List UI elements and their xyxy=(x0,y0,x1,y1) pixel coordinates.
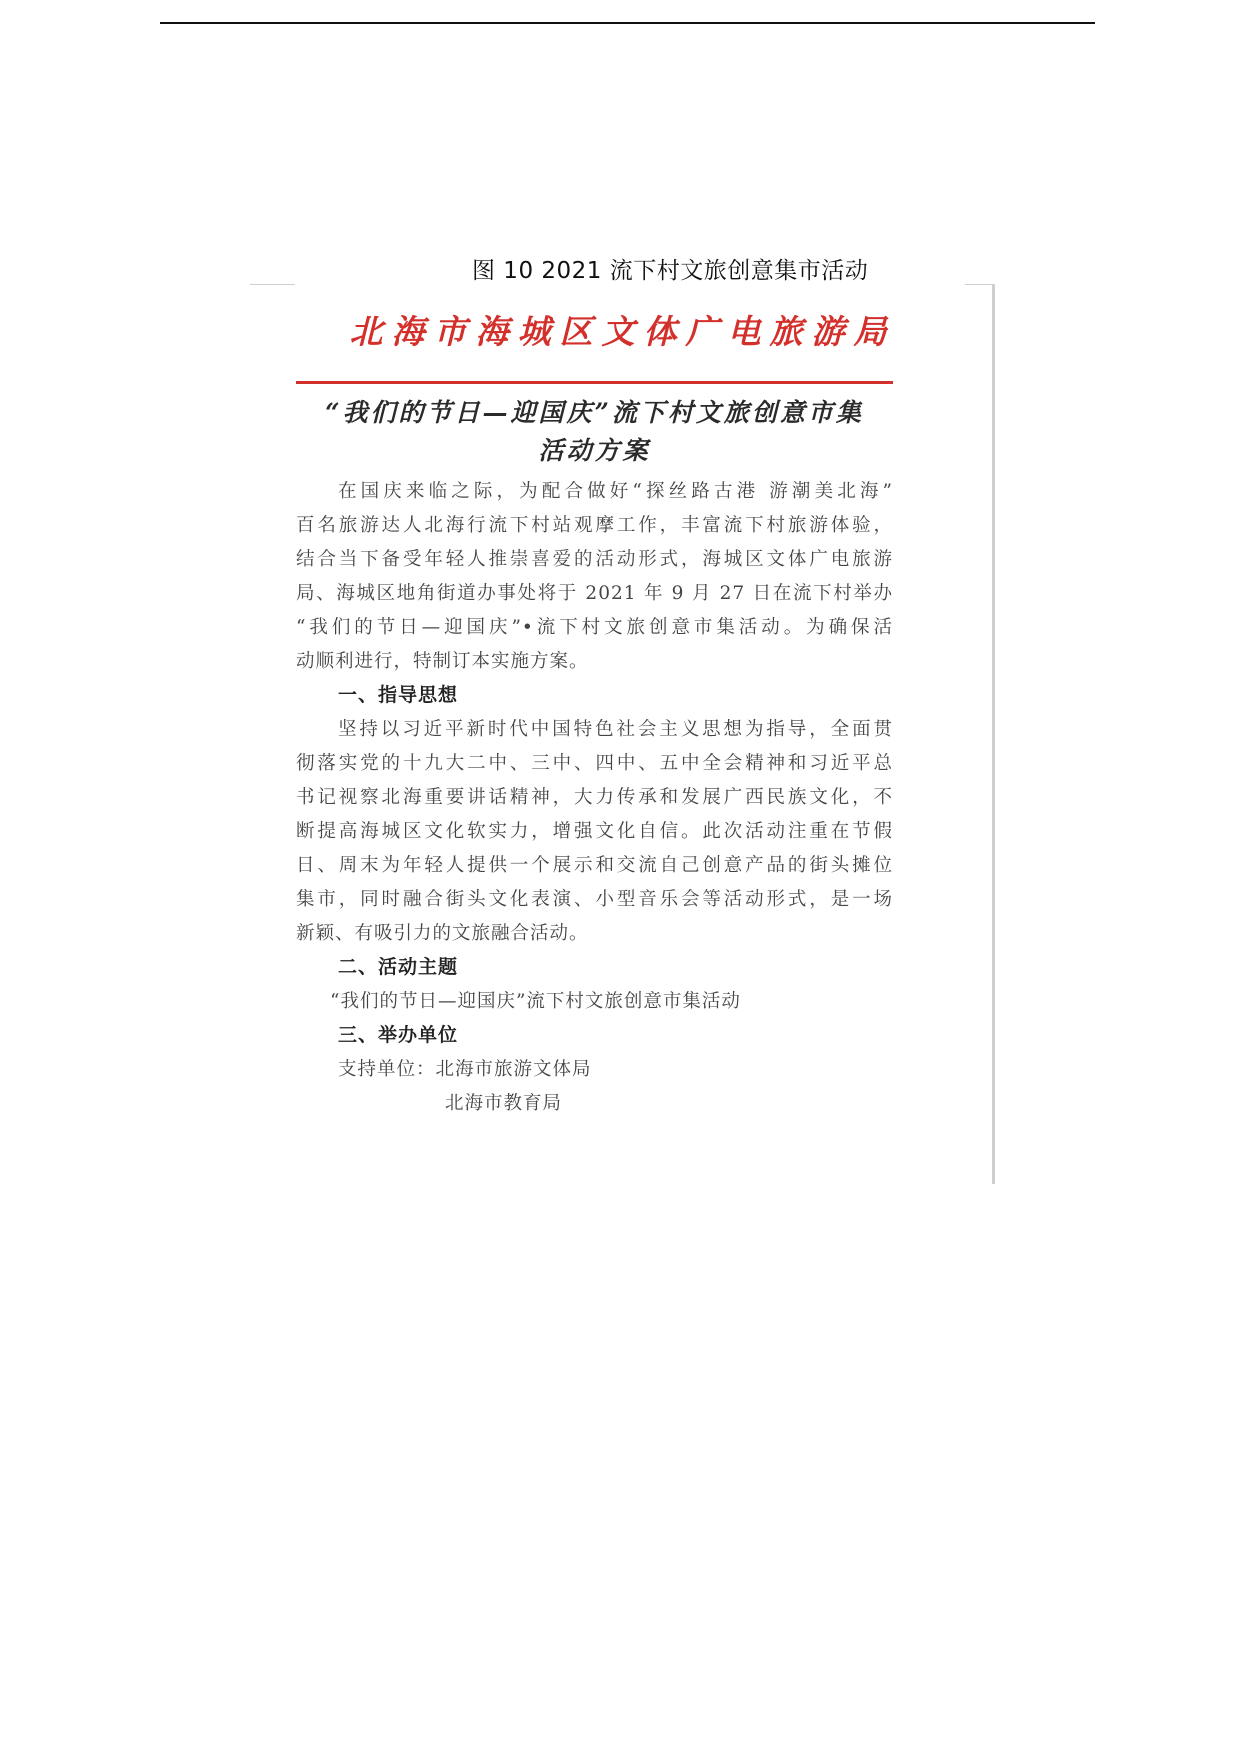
document-title-line-1: “我们的节日—迎国庆”流下村文旅创意市集 xyxy=(325,398,864,427)
document-title xyxy=(296,394,893,470)
support-units-line-2: 北海市教育局 xyxy=(445,1093,563,1114)
section-1-heading: 一、指导思想 xyxy=(338,684,459,706)
intro-line-2: 百名旅游达人北海行流下村站观摩工作，丰富流下村旅游体验， xyxy=(296,515,893,536)
intro-line-6: 动顺利进行，特制订本实施方案。 xyxy=(296,651,589,672)
intro-line-1: 在国庆来临之际，为配合做好“探丝路古港 游潮美北海” xyxy=(338,481,893,502)
section-1-line-3: 书记视察北海重要讲话精神，大力传承和发展广西民族文化，不 xyxy=(296,787,893,808)
intro-line-4: 局、海城区地角街道办事处将于 2021 年 9 月 27 日在流下村举办 xyxy=(296,583,893,604)
document-title-line-2: 活动方案 xyxy=(538,436,651,465)
scan-border-top-left xyxy=(250,284,295,285)
section-1-line-2: 彻落实党的十九大二中、三中、四中、五中全会精神和习近平总 xyxy=(296,753,893,774)
issuing-organization: 北海市海城区文体广电旅游局 xyxy=(349,312,896,351)
section-1-line-5: 日、周末为年轻人提供一个展示和交流自己创意产品的街头摊位 xyxy=(296,855,893,876)
scan-border-right xyxy=(992,284,995,1184)
red-header-rule xyxy=(296,381,893,384)
section-2-heading: 二、活动主题 xyxy=(338,956,459,978)
section-3-heading: 三、举办单位 xyxy=(338,1024,459,1046)
section-2-theme: “我们的节日—迎国庆”流下村文旅创意市集活动 xyxy=(330,991,741,1012)
support-units-line-1: 支持单位：北海市旅游文体局 xyxy=(338,1059,592,1080)
section-1-line-7: 新颖、有吸引力的文旅融合活动。 xyxy=(296,923,589,944)
figure-caption: 图 10 2021 流下村文旅创意集市活动 xyxy=(472,258,869,284)
section-1-line-4: 断提高海城区文化软实力，增强文化自信。此次活动注重在节假 xyxy=(296,821,893,842)
section-1-line-1: 坚持以习近平新时代中国特色社会主义思想为指导，全面贯 xyxy=(338,719,893,740)
scanned-document-image xyxy=(250,284,995,1184)
section-1-line-6: 集市，同时融合街头文化表演、小型音乐会等活动形式，是一场 xyxy=(296,889,893,910)
intro-line-5: “我们的节日—迎国庆”•流下村文旅创意市集活动。为确保活 xyxy=(296,617,893,638)
page-header-rule xyxy=(160,22,1095,24)
scan-border-top-right xyxy=(965,284,995,285)
intro-line-3: 结合当下备受年轻人推崇喜爱的活动形式，海城区文体广电旅游 xyxy=(296,549,893,570)
